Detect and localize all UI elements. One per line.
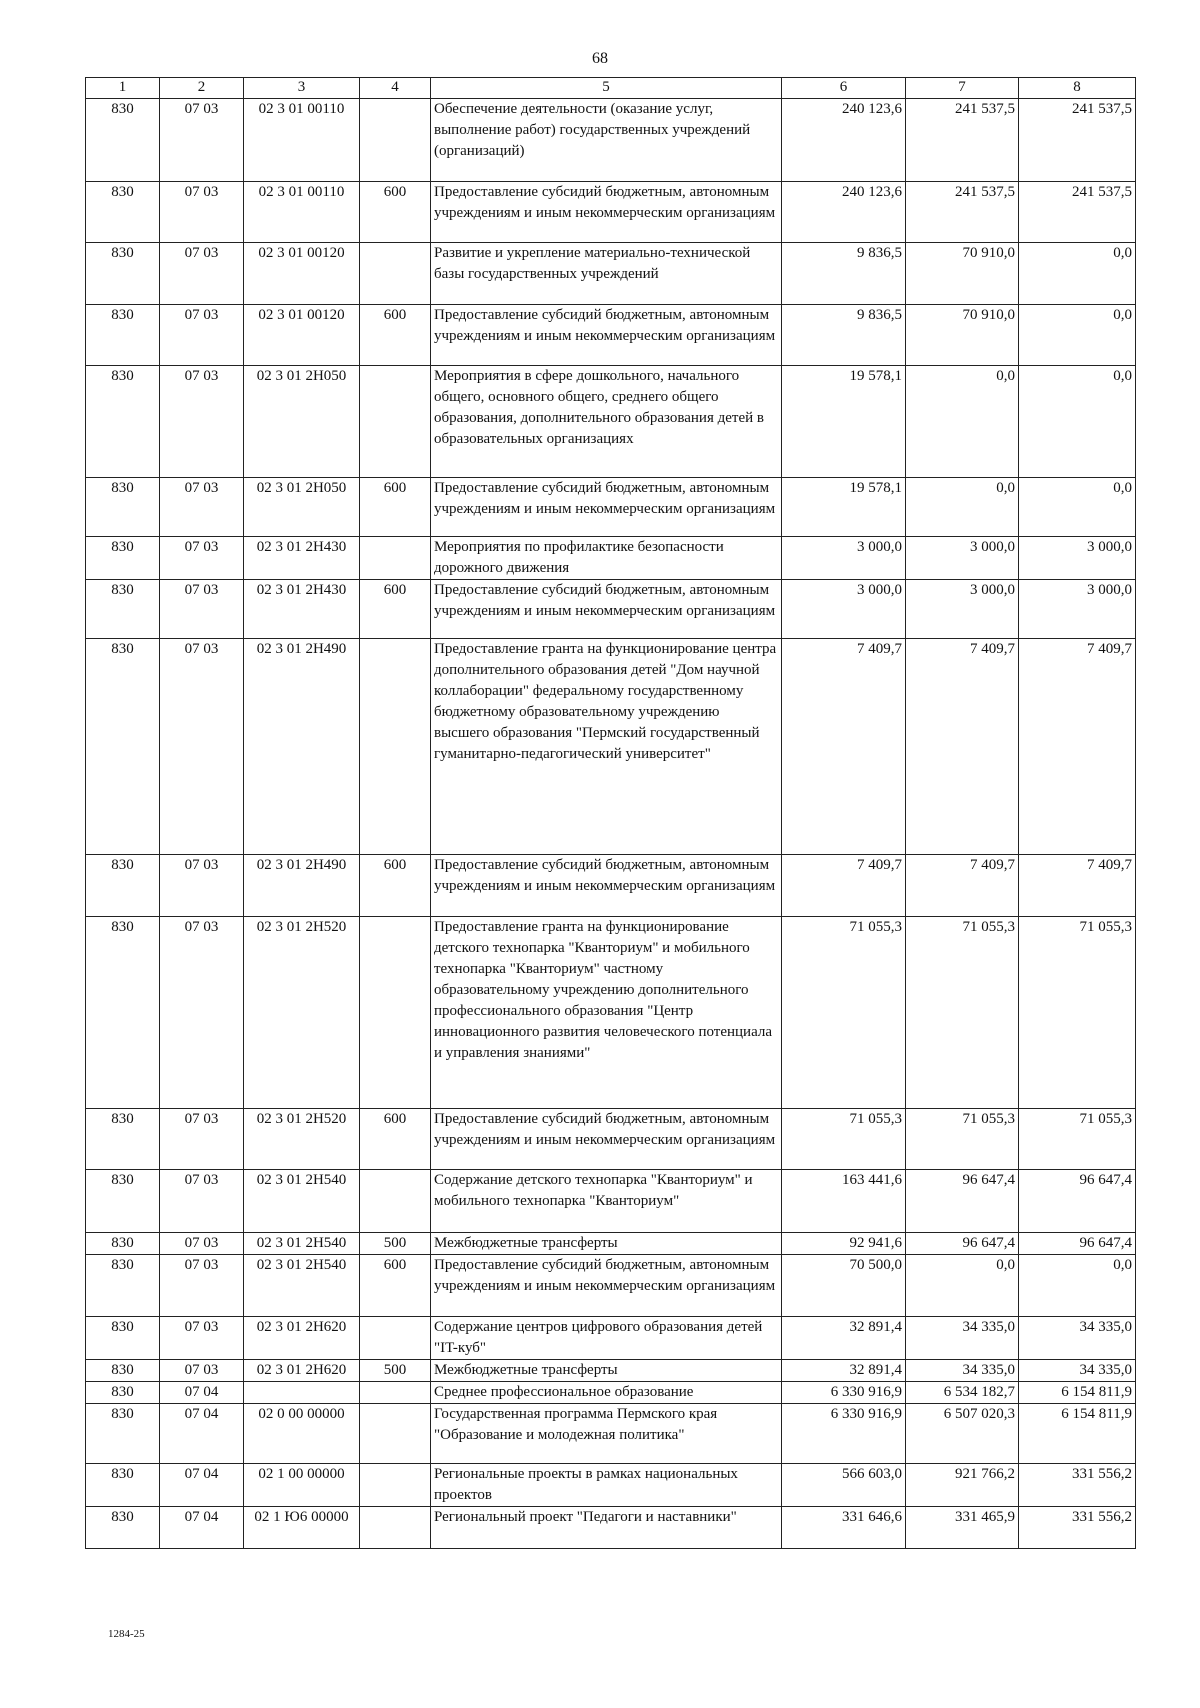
cell-code-2: 07 03 bbox=[160, 1255, 244, 1317]
cell-description: Предоставление субсидий бюджетным, автономным учреждениям и иным некоммерческим организациям bbox=[431, 580, 782, 639]
cell-code-1: 830 bbox=[86, 243, 160, 305]
table-row bbox=[86, 1507, 1136, 1549]
cell-amount-7: 921 766,2 bbox=[906, 1464, 1019, 1507]
cell-description: Межбюджетные трансферты bbox=[431, 1360, 782, 1382]
cell-amount-6: 19 578,1 bbox=[782, 478, 906, 537]
cell-code-4 bbox=[360, 1382, 431, 1404]
cell-code-4: 600 bbox=[360, 580, 431, 639]
cell-description: Мероприятия по профилактике безопасности дорожного движения bbox=[431, 537, 782, 580]
table-row bbox=[86, 1255, 1136, 1317]
cell-amount-6: 19 578,1 bbox=[782, 366, 906, 478]
cell-code-4: 600 bbox=[360, 305, 431, 366]
cell-code-2: 07 04 bbox=[160, 1464, 244, 1507]
table-row bbox=[86, 1233, 1136, 1255]
cell-code-1: 830 bbox=[86, 1382, 160, 1404]
cell-code-2: 07 03 bbox=[160, 305, 244, 366]
page-number: 68 bbox=[592, 50, 608, 67]
cell-amount-8: 7 409,7 bbox=[1019, 639, 1136, 855]
table-row bbox=[86, 855, 1136, 917]
cell-description: Предоставление гранта на функционирование центра дополнительного образования детей "Дом научной коллаборации" федеральному государственному бюджетному образовательному учреждению высшего образования "Пермский государственный гуманитарно-педагогический университет" bbox=[431, 639, 782, 855]
cell-amount-8: 6 154 811,9 bbox=[1019, 1382, 1136, 1404]
table-row bbox=[86, 580, 1136, 639]
cell-description: Предоставление субсидий бюджетным, автономным учреждениям и иным некоммерческим организациям bbox=[431, 855, 782, 917]
table-row bbox=[86, 305, 1136, 366]
cell-code-3: 02 3 01 2Н520 bbox=[244, 1109, 360, 1170]
cell-code-2: 07 04 bbox=[160, 1382, 244, 1404]
cell-code-2: 07 04 bbox=[160, 1404, 244, 1464]
col-header: 8 bbox=[1019, 78, 1136, 99]
cell-code-1: 830 bbox=[86, 1317, 160, 1360]
cell-code-1: 830 bbox=[86, 1404, 160, 1464]
cell-code-2: 07 03 bbox=[160, 855, 244, 917]
table-row bbox=[86, 639, 1136, 855]
cell-code-4 bbox=[360, 1507, 431, 1549]
cell-description: Региональные проекты в рамках национальных проектов bbox=[431, 1464, 782, 1507]
col-header: 7 bbox=[906, 78, 1019, 99]
cell-code-4 bbox=[360, 1404, 431, 1464]
cell-code-3 bbox=[244, 1382, 360, 1404]
cell-code-1: 830 bbox=[86, 478, 160, 537]
cell-amount-7: 34 335,0 bbox=[906, 1360, 1019, 1382]
cell-amount-7: 96 647,4 bbox=[906, 1170, 1019, 1233]
cell-code-4 bbox=[360, 243, 431, 305]
cell-amount-8: 0,0 bbox=[1019, 305, 1136, 366]
cell-amount-8: 0,0 bbox=[1019, 243, 1136, 305]
cell-code-4 bbox=[360, 917, 431, 1109]
cell-amount-6: 32 891,4 bbox=[782, 1317, 906, 1360]
cell-amount-6: 71 055,3 bbox=[782, 1109, 906, 1170]
cell-amount-7: 241 537,5 bbox=[906, 99, 1019, 182]
cell-amount-8: 71 055,3 bbox=[1019, 1109, 1136, 1170]
table-row bbox=[86, 917, 1136, 1109]
cell-code-1: 830 bbox=[86, 1507, 160, 1549]
cell-amount-6: 6 330 916,9 bbox=[782, 1382, 906, 1404]
cell-amount-7: 96 647,4 bbox=[906, 1233, 1019, 1255]
cell-amount-7: 241 537,5 bbox=[906, 182, 1019, 243]
cell-amount-8: 331 556,2 bbox=[1019, 1464, 1136, 1507]
cell-amount-6: 240 123,6 bbox=[782, 182, 906, 243]
cell-amount-6: 7 409,7 bbox=[782, 639, 906, 855]
cell-code-4: 500 bbox=[360, 1233, 431, 1255]
cell-code-4 bbox=[360, 1464, 431, 1507]
cell-amount-6: 32 891,4 bbox=[782, 1360, 906, 1382]
cell-amount-7: 7 409,7 bbox=[906, 639, 1019, 855]
cell-code-3: 02 3 01 2Н430 bbox=[244, 580, 360, 639]
cell-description: Мероприятия в сфере дошкольного, начального общего, основного общего, среднего общего образования, дополнительного образования детей в образовательных организациях bbox=[431, 366, 782, 478]
cell-description: Государственная программа Пермского края "Образование и молодежная политика" bbox=[431, 1404, 782, 1464]
cell-amount-8: 3 000,0 bbox=[1019, 580, 1136, 639]
cell-amount-6: 3 000,0 bbox=[782, 537, 906, 580]
cell-amount-8: 241 537,5 bbox=[1019, 182, 1136, 243]
cell-amount-7: 34 335,0 bbox=[906, 1317, 1019, 1360]
cell-code-2: 07 03 bbox=[160, 639, 244, 855]
cell-amount-8: 3 000,0 bbox=[1019, 537, 1136, 580]
cell-description: Предоставление субсидий бюджетным, автономным учреждениям и иным некоммерческим организациям bbox=[431, 1109, 782, 1170]
cell-amount-7: 6 534 182,7 bbox=[906, 1382, 1019, 1404]
cell-amount-6: 92 941,6 bbox=[782, 1233, 906, 1255]
header-row bbox=[86, 78, 1136, 99]
cell-code-4: 600 bbox=[360, 855, 431, 917]
col-header: 3 bbox=[244, 78, 360, 99]
col-header: 1 bbox=[86, 78, 160, 99]
cell-amount-6: 3 000,0 bbox=[782, 580, 906, 639]
cell-code-3: 02 3 01 2Н540 bbox=[244, 1255, 360, 1317]
cell-code-3: 02 1 Ю6 00000 bbox=[244, 1507, 360, 1549]
cell-amount-8: 96 647,4 bbox=[1019, 1233, 1136, 1255]
col-header: 4 bbox=[360, 78, 431, 99]
cell-code-3: 02 3 01 00110 bbox=[244, 182, 360, 243]
cell-amount-7: 70 910,0 bbox=[906, 243, 1019, 305]
cell-code-2: 07 03 bbox=[160, 1233, 244, 1255]
cell-amount-7: 7 409,7 bbox=[906, 855, 1019, 917]
table-row bbox=[86, 1382, 1136, 1404]
cell-code-1: 830 bbox=[86, 366, 160, 478]
cell-amount-8: 241 537,5 bbox=[1019, 99, 1136, 182]
cell-code-1: 830 bbox=[86, 1233, 160, 1255]
cell-code-4 bbox=[360, 366, 431, 478]
cell-description: Предоставление субсидий бюджетным, автономным учреждениям и иным некоммерческим организациям bbox=[431, 478, 782, 537]
cell-code-2: 07 03 bbox=[160, 1317, 244, 1360]
cell-code-3: 02 3 01 2Н540 bbox=[244, 1233, 360, 1255]
cell-code-2: 07 03 bbox=[160, 580, 244, 639]
table-row bbox=[86, 99, 1136, 182]
cell-amount-6: 163 441,6 bbox=[782, 1170, 906, 1233]
table-row bbox=[86, 1170, 1136, 1233]
cell-amount-8: 6 154 811,9 bbox=[1019, 1404, 1136, 1464]
cell-description: Межбюджетные трансферты bbox=[431, 1233, 782, 1255]
cell-code-4: 500 bbox=[360, 1360, 431, 1382]
cell-code-1: 830 bbox=[86, 1464, 160, 1507]
cell-amount-7: 0,0 bbox=[906, 1255, 1019, 1317]
cell-description: Предоставление субсидий бюджетным, автономным учреждениям и иным некоммерческим организациям bbox=[431, 1255, 782, 1317]
cell-amount-6: 566 603,0 bbox=[782, 1464, 906, 1507]
table-row bbox=[86, 366, 1136, 478]
cell-amount-6: 9 836,5 bbox=[782, 243, 906, 305]
cell-code-2: 07 03 bbox=[160, 182, 244, 243]
col-header: 2 bbox=[160, 78, 244, 99]
cell-code-3: 02 3 01 2Н490 bbox=[244, 855, 360, 917]
cell-amount-7: 71 055,3 bbox=[906, 1109, 1019, 1170]
cell-code-1: 830 bbox=[86, 580, 160, 639]
table-row bbox=[86, 1109, 1136, 1170]
cell-code-3: 02 3 01 00120 bbox=[244, 243, 360, 305]
cell-code-3: 02 3 01 00120 bbox=[244, 305, 360, 366]
table-row bbox=[86, 537, 1136, 580]
cell-code-4: 600 bbox=[360, 1109, 431, 1170]
cell-amount-8: 0,0 bbox=[1019, 1255, 1136, 1317]
cell-amount-8: 71 055,3 bbox=[1019, 917, 1136, 1109]
table-row bbox=[86, 243, 1136, 305]
cell-code-2: 07 03 bbox=[160, 537, 244, 580]
cell-amount-8: 0,0 bbox=[1019, 478, 1136, 537]
cell-amount-6: 71 055,3 bbox=[782, 917, 906, 1109]
cell-code-2: 07 03 bbox=[160, 99, 244, 182]
cell-amount-7: 0,0 bbox=[906, 366, 1019, 478]
cell-code-4 bbox=[360, 639, 431, 855]
cell-code-3: 02 0 00 00000 bbox=[244, 1404, 360, 1464]
cell-code-1: 830 bbox=[86, 537, 160, 580]
cell-description: Региональный проект "Педагоги и наставники" bbox=[431, 1507, 782, 1549]
cell-code-3: 02 3 01 2Н620 bbox=[244, 1360, 360, 1382]
budget-table bbox=[85, 77, 1136, 1549]
cell-description: Предоставление субсидий бюджетным, автономным учреждениям и иным некоммерческим организациям bbox=[431, 305, 782, 366]
cell-code-3: 02 1 00 00000 bbox=[244, 1464, 360, 1507]
cell-code-2: 07 03 bbox=[160, 366, 244, 478]
cell-amount-6: 7 409,7 bbox=[782, 855, 906, 917]
cell-amount-7: 3 000,0 bbox=[906, 537, 1019, 580]
cell-code-2: 07 03 bbox=[160, 1360, 244, 1382]
table-row bbox=[86, 1360, 1136, 1382]
table-row bbox=[86, 478, 1136, 537]
cell-description: Содержание центров цифрового образования детей "IT-куб" bbox=[431, 1317, 782, 1360]
cell-code-3: 02 3 01 2Н520 bbox=[244, 917, 360, 1109]
table-row bbox=[86, 1404, 1136, 1464]
cell-amount-7: 71 055,3 bbox=[906, 917, 1019, 1109]
cell-amount-8: 0,0 bbox=[1019, 366, 1136, 478]
cell-code-1: 830 bbox=[86, 99, 160, 182]
cell-code-2: 07 03 bbox=[160, 1109, 244, 1170]
cell-code-2: 07 03 bbox=[160, 243, 244, 305]
cell-code-1: 830 bbox=[86, 182, 160, 243]
cell-code-2: 07 04 bbox=[160, 1507, 244, 1549]
cell-amount-7: 3 000,0 bbox=[906, 580, 1019, 639]
cell-amount-6: 9 836,5 bbox=[782, 305, 906, 366]
cell-description: Среднее профессиональное образование bbox=[431, 1382, 782, 1404]
cell-code-2: 07 03 bbox=[160, 917, 244, 1109]
document-code: 1284-25 bbox=[108, 1628, 145, 1640]
cell-amount-6: 6 330 916,9 bbox=[782, 1404, 906, 1464]
cell-code-2: 07 03 bbox=[160, 1170, 244, 1233]
cell-code-4 bbox=[360, 537, 431, 580]
cell-code-4 bbox=[360, 1317, 431, 1360]
cell-code-3: 02 3 01 2Н540 bbox=[244, 1170, 360, 1233]
cell-amount-7: 70 910,0 bbox=[906, 305, 1019, 366]
cell-code-1: 830 bbox=[86, 305, 160, 366]
cell-description: Предоставление субсидий бюджетным, автономным учреждениям и иным некоммерческим организациям bbox=[431, 182, 782, 243]
cell-code-4: 600 bbox=[360, 182, 431, 243]
cell-description: Обеспечение деятельности (оказание услуг, выполнение работ) государственных учреждений (организаций) bbox=[431, 99, 782, 182]
cell-code-1: 830 bbox=[86, 855, 160, 917]
cell-amount-8: 96 647,4 bbox=[1019, 1170, 1136, 1233]
cell-code-1: 830 bbox=[86, 1360, 160, 1382]
cell-code-4 bbox=[360, 99, 431, 182]
col-header: 6 bbox=[782, 78, 906, 99]
cell-code-1: 830 bbox=[86, 917, 160, 1109]
table-row bbox=[86, 1464, 1136, 1507]
cell-code-1: 830 bbox=[86, 1255, 160, 1317]
cell-code-2: 07 03 bbox=[160, 478, 244, 537]
cell-amount-8: 34 335,0 bbox=[1019, 1317, 1136, 1360]
cell-amount-7: 0,0 bbox=[906, 478, 1019, 537]
cell-code-3: 02 3 01 2Н050 bbox=[244, 366, 360, 478]
cell-code-4: 600 bbox=[360, 478, 431, 537]
cell-description: Развитие и укрепление материально-технической базы государственных учреждений bbox=[431, 243, 782, 305]
cell-code-1: 830 bbox=[86, 1109, 160, 1170]
cell-code-3: 02 3 01 2Н050 bbox=[244, 478, 360, 537]
cell-description: Содержание детского технопарка "Кванториум" и мобильного технопарка "Кванториум" bbox=[431, 1170, 782, 1233]
cell-code-1: 830 bbox=[86, 1170, 160, 1233]
col-header: 5 bbox=[431, 78, 782, 99]
cell-amount-6: 240 123,6 bbox=[782, 99, 906, 182]
cell-amount-7: 331 465,9 bbox=[906, 1507, 1019, 1549]
cell-amount-7: 6 507 020,3 bbox=[906, 1404, 1019, 1464]
cell-description: Предоставление гранта на функционирование детского технопарка "Кванториум" и мобильного технопарка "Кванториум" частному образовательному учреждению дополнительного профессионального образования "Центр инновационного развития человеческого потенциала и управления знаниями" bbox=[431, 917, 782, 1109]
cell-amount-6: 331 646,6 bbox=[782, 1507, 906, 1549]
table-row bbox=[86, 182, 1136, 243]
table-row bbox=[86, 1317, 1136, 1360]
cell-code-3: 02 3 01 2Н430 bbox=[244, 537, 360, 580]
cell-amount-8: 7 409,7 bbox=[1019, 855, 1136, 917]
cell-code-3: 02 3 01 2Н620 bbox=[244, 1317, 360, 1360]
cell-amount-6: 70 500,0 bbox=[782, 1255, 906, 1317]
cell-amount-8: 34 335,0 bbox=[1019, 1360, 1136, 1382]
cell-code-3: 02 3 01 2Н490 bbox=[244, 639, 360, 855]
cell-code-1: 830 bbox=[86, 639, 160, 855]
cell-code-4: 600 bbox=[360, 1255, 431, 1317]
cell-code-3: 02 3 01 00110 bbox=[244, 99, 360, 182]
cell-code-4 bbox=[360, 1170, 431, 1233]
cell-amount-8: 331 556,2 bbox=[1019, 1507, 1136, 1549]
